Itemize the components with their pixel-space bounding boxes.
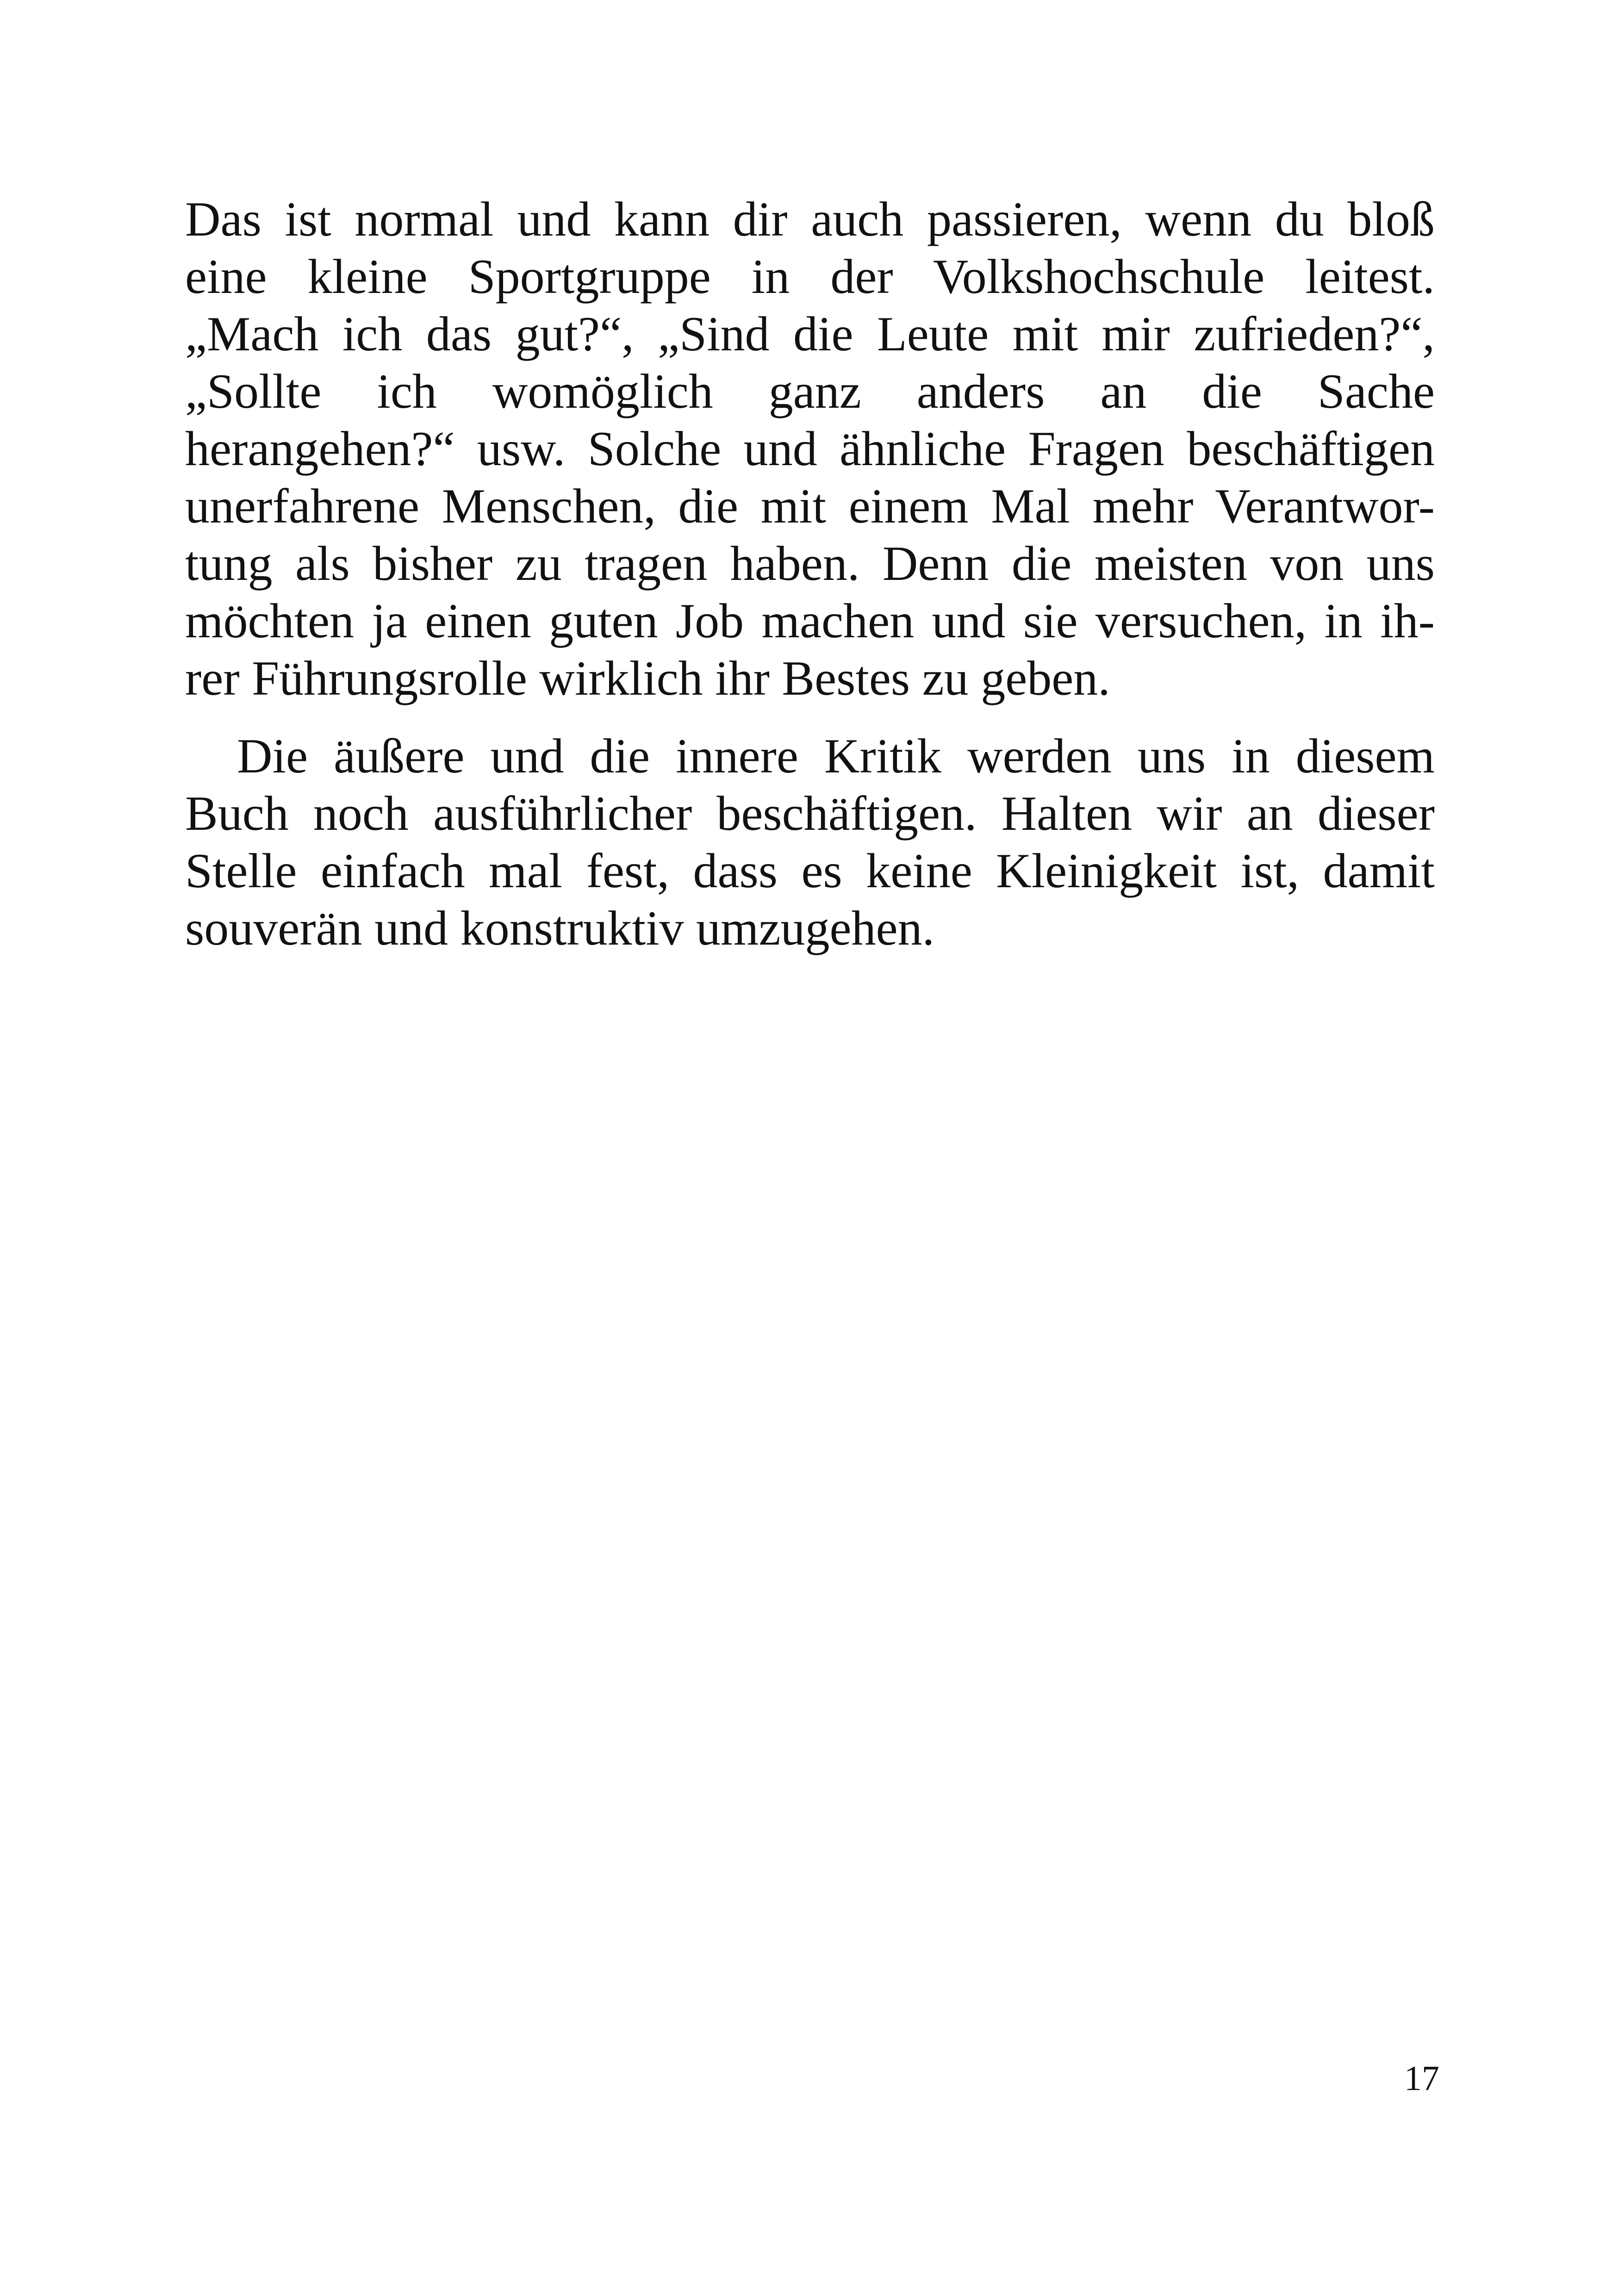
paragraph-2: [185, 728, 1435, 957]
text-line: Buch noch ausführlicher beschäftigen. Halten wir an dieser: [185, 786, 1435, 840]
text-line: möchten ja einen guten Job machen und sie versuchen, in ih-: [185, 594, 1435, 648]
paragraph-gap: [185, 707, 1435, 728]
text-line: Das ist normal und kann dir auch passieren, wenn du bloß: [185, 192, 1435, 246]
text-line: Die äußere und die innere Kritik werden uns in diesem: [237, 729, 1435, 783]
text-line: „Mach ich das gut?“, „Sind die Leute mit mir zufrieden?“,: [185, 307, 1435, 361]
text-line: „Sollte ich womöglich ganz anders an die Sache: [185, 364, 1435, 418]
text-line: rer Führungsrolle wirklich ihr Bestes zu geben.: [185, 651, 1110, 705]
paragraph-1: [185, 191, 1435, 707]
text-line: eine kleine Sportgruppe in der Volkshochschule leitest.: [185, 249, 1435, 304]
text-line: tung als bisher zu tragen haben. Denn die meisten von uns: [185, 536, 1435, 591]
body-text: [185, 191, 1435, 957]
text-line: Stelle einfach mal fest, dass es keine Kleinigkeit ist, damit: [185, 844, 1435, 898]
text-line: souverän und konstruktiv umzugehen.: [185, 901, 935, 955]
text-line: herangehen?“ usw. Solche und ähnliche Fragen beschäftigen: [185, 422, 1435, 476]
page-number: 17: [1404, 2059, 1439, 2098]
text-line: unerfahrene Menschen, die mit einem Mal mehr Verantwor-: [185, 479, 1435, 533]
